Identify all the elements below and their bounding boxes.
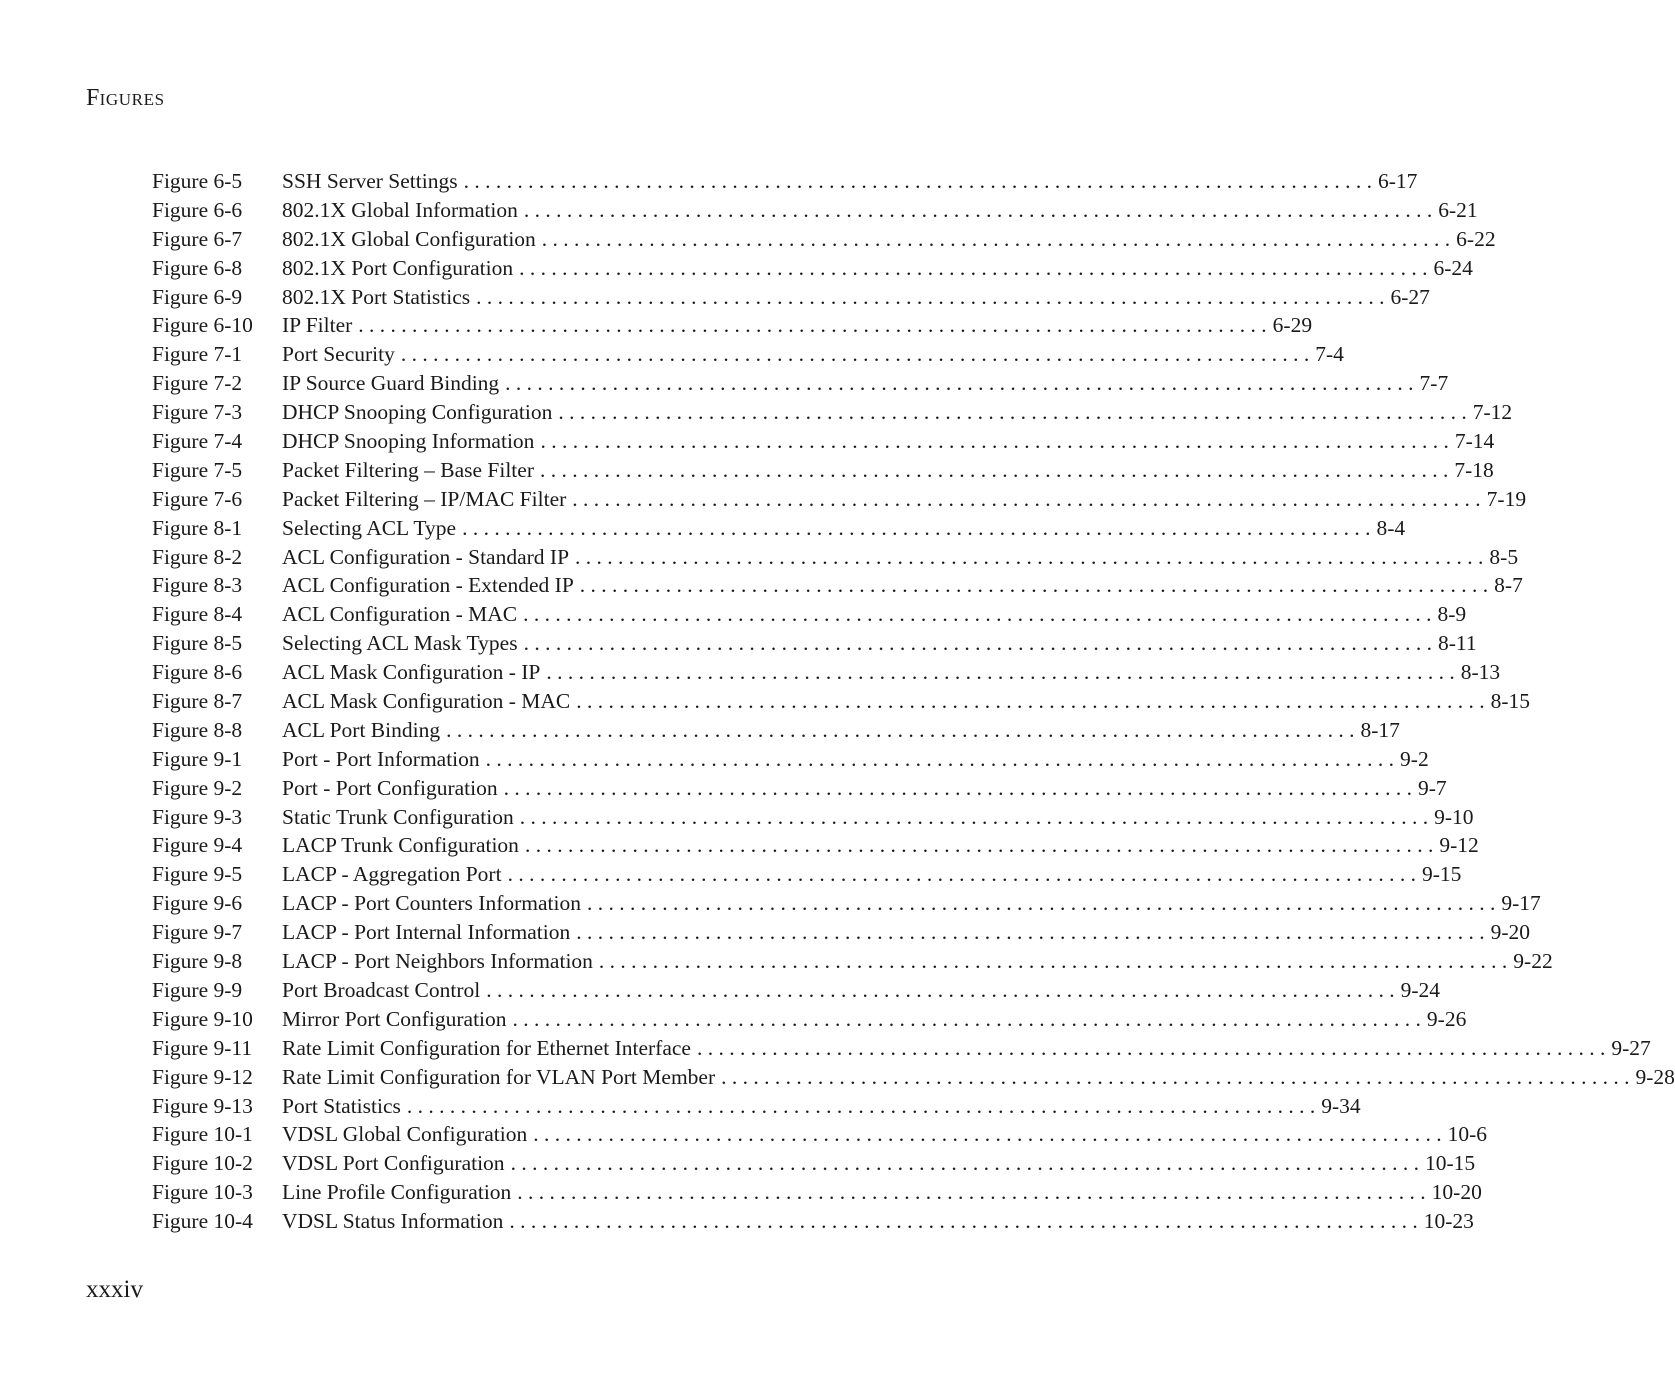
toc-entry[interactable]	[152, 514, 1406, 543]
figure-page-number: 9-27	[1611, 1035, 1651, 1060]
figure-title: Port - Port Information	[282, 746, 480, 771]
toc-entry[interactable]	[152, 745, 1429, 774]
figure-page-number: 9-10	[1434, 804, 1474, 829]
figure-page-number: 6-27	[1390, 284, 1430, 309]
figure-label: Figure 9-1	[152, 746, 243, 771]
figure-title: LACP - Aggregation Port	[282, 862, 502, 887]
figure-page-number: 9-12	[1439, 833, 1479, 858]
figure-page-number: 10-23	[1423, 1209, 1474, 1234]
figure-page-number: 8-17	[1360, 717, 1400, 742]
figure-title: 802.1X Port Statistics	[282, 284, 471, 309]
figure-label: Figure 7-1	[152, 342, 243, 367]
figure-title: LACP - Port Counters Information	[282, 891, 581, 916]
figure-title: Packet Filtering – Base Filter	[282, 457, 534, 482]
dot-leader	[576, 687, 1484, 716]
figure-label: Figure 7-2	[152, 371, 243, 396]
figure-label: Figure 7-5	[152, 457, 243, 482]
figure-title: ACL Configuration - Standard IP	[282, 544, 570, 569]
figure-label: Figure 9-9	[152, 977, 243, 1002]
figure-label: Figure 9-6	[152, 891, 243, 916]
toc-entry[interactable]	[152, 976, 1441, 1005]
figure-title: 802.1X Port Configuration	[282, 255, 514, 280]
toc-entry[interactable]	[152, 1005, 1467, 1034]
figure-page-number: 10-15	[1424, 1151, 1476, 1176]
figure-page-number: 8-9	[1437, 602, 1467, 627]
figure-title: VDSL Global Configuration	[282, 1122, 528, 1147]
figure-label: Figure 7-6	[152, 486, 243, 511]
figure-title: 802.1X Global Configuration	[282, 226, 536, 251]
figure-label: Figure 9-10	[152, 1006, 253, 1031]
figure-title: LACP - Port Internal Information	[282, 920, 571, 945]
figure-title: Port - Port Configuration	[282, 775, 498, 800]
figure-title: IP Source Guard Binding	[282, 371, 500, 396]
figure-page-number: 9-20	[1490, 920, 1530, 945]
dot-leader	[358, 311, 1266, 340]
toc-entry[interactable]	[152, 1207, 1474, 1236]
figure-label: Figure 8-1	[152, 515, 243, 540]
figure-page-number: 7-7	[1419, 371, 1449, 396]
figure-title: Rate Limit Configuration for VLAN Port Member	[282, 1064, 716, 1089]
figure-page-number: 9-28	[1635, 1064, 1675, 1089]
dot-leader	[505, 369, 1413, 398]
list-of-figures	[152, 167, 1675, 1236]
figure-page-number: 6-17	[1377, 169, 1418, 193]
figure-title: DHCP Snooping Information	[282, 429, 535, 454]
figure-title: Line Profile Configuration	[282, 1180, 512, 1205]
toc-entry[interactable]	[152, 1120, 1488, 1149]
toc-entry[interactable]	[152, 398, 1513, 427]
dot-leader	[513, 1005, 1421, 1034]
figure-title: ACL Configuration - Extended IP	[282, 573, 574, 598]
toc-entry[interactable]	[152, 629, 1477, 658]
figure-page-number: 9-26	[1426, 1006, 1467, 1031]
figure-label: Figure 9-3	[152, 804, 243, 829]
dot-leader	[542, 225, 1450, 254]
dot-leader	[524, 629, 1432, 658]
figure-label: Figure 9-8	[152, 949, 243, 974]
dot-leader	[462, 514, 1370, 543]
figure-page-number: 8-13	[1460, 660, 1501, 685]
figure-page-number: 9-15	[1421, 862, 1462, 887]
toc-entry[interactable]	[152, 1063, 1675, 1092]
figure-page-number: 9-34	[1321, 1093, 1361, 1118]
figure-page-number: 7-18	[1454, 457, 1494, 482]
toc-entry[interactable]	[152, 254, 1473, 283]
figure-label: Figure 6-9	[152, 284, 243, 309]
toc-entry[interactable]	[152, 600, 1467, 629]
dot-leader	[511, 1149, 1419, 1178]
running-header	[86, 82, 165, 116]
figure-title: Port Broadcast Control	[282, 977, 481, 1002]
toc-entry[interactable]	[152, 716, 1400, 745]
figure-title: LACP - Port Neighbors Information	[282, 949, 593, 974]
toc-entry[interactable]	[152, 1178, 1482, 1207]
figure-page-number: 10-6	[1447, 1122, 1488, 1147]
figure-label: Figure 9-13	[152, 1093, 253, 1118]
figure-title: Port Security	[282, 342, 395, 367]
toc-entry[interactable]	[152, 658, 1501, 687]
figure-label: Figure 8-6	[152, 660, 243, 685]
figure-page-number: 9-24	[1400, 977, 1441, 1002]
figure-title: Packet Filtering – IP/MAC Filter	[282, 486, 567, 511]
figure-label: Figure 9-12	[152, 1064, 253, 1089]
figure-label: Figure 7-4	[152, 429, 243, 454]
dot-leader	[540, 427, 1448, 456]
dot-leader	[524, 196, 1432, 225]
dot-leader	[517, 1178, 1425, 1207]
running-header-initial: F	[86, 85, 100, 111]
dot-leader	[576, 918, 1484, 947]
toc-entry[interactable]	[152, 1149, 1476, 1178]
dot-leader	[721, 1063, 1629, 1092]
dot-leader	[572, 485, 1480, 514]
toc-entry[interactable]	[152, 167, 1418, 196]
toc-entry[interactable]	[152, 860, 1462, 889]
figure-title: DHCP Snooping Configuration	[282, 400, 553, 425]
figure-title: Port Statistics	[282, 1093, 401, 1118]
figure-label: Figure 8-4	[152, 602, 243, 627]
figure-label: Figure 7-3	[152, 400, 243, 425]
dot-leader	[401, 340, 1309, 369]
dot-leader	[575, 543, 1483, 572]
figure-title: SSH Server Settings	[282, 169, 458, 193]
dot-leader	[540, 456, 1448, 485]
figure-page-number: 9-22	[1513, 949, 1553, 974]
toc-entry[interactable]	[152, 947, 1553, 976]
figure-title: ACL Mask Configuration - MAC	[282, 689, 571, 714]
figure-label: Figure 6-10	[152, 313, 253, 338]
figure-label: Figure 9-11	[152, 1035, 253, 1060]
toc-entry[interactable]	[152, 456, 1494, 485]
figure-title: ACL Port Binding	[282, 717, 441, 742]
figure-title: LACP Trunk Configuration	[282, 833, 519, 858]
toc-entry[interactable]	[152, 889, 1541, 918]
dot-leader	[520, 803, 1428, 832]
toc-entry[interactable]	[152, 571, 1523, 600]
toc-entry[interactable]	[152, 687, 1531, 716]
figure-page-number: 8-11	[1437, 631, 1477, 656]
figure-title: Mirror Port Configuration	[282, 1006, 507, 1031]
dot-leader	[558, 398, 1466, 427]
running-header-rest: IGURES	[99, 90, 165, 109]
figure-label: Figure 10-1	[152, 1122, 253, 1147]
dot-leader	[599, 947, 1507, 976]
toc-entry[interactable]	[152, 485, 1527, 514]
figure-label: Figure 10-2	[152, 1151, 253, 1176]
figure-label: Figure 8-5	[152, 631, 243, 656]
figure-page-number: 7-12	[1472, 400, 1513, 425]
figure-page-number: 9-7	[1417, 775, 1447, 800]
toc-entry[interactable]	[152, 803, 1474, 832]
dot-leader	[525, 831, 1433, 860]
dot-leader	[476, 283, 1384, 312]
toc-entry[interactable]	[152, 311, 1313, 340]
toc-entry[interactable]	[152, 831, 1479, 860]
figure-label: Figure 9-2	[152, 775, 243, 800]
dot-leader	[533, 1120, 1441, 1149]
toc-entry[interactable]	[152, 543, 1519, 572]
dot-leader	[464, 167, 1372, 196]
dot-leader	[580, 571, 1488, 600]
figure-page-number: 8-4	[1376, 515, 1406, 540]
figure-title: ACL Mask Configuration - IP	[282, 660, 541, 685]
toc-entry[interactable]	[152, 225, 1496, 254]
figure-page-number: 8-15	[1490, 689, 1531, 714]
figure-label: Figure 9-5	[152, 862, 243, 887]
figure-label: Figure 8-3	[152, 573, 243, 598]
figure-label: Figure 6-7	[152, 226, 243, 251]
toc-entry[interactable]	[152, 196, 1478, 225]
dot-leader	[523, 600, 1431, 629]
figure-page-number: 8-7	[1494, 573, 1523, 598]
figure-label: Figure 9-4	[152, 833, 243, 858]
figure-page-number: 6-24	[1433, 255, 1473, 280]
toc-entry[interactable]	[152, 774, 1447, 803]
dot-leader	[486, 745, 1394, 774]
dot-leader	[508, 860, 1416, 889]
toc-entry[interactable]	[152, 1092, 1361, 1121]
dot-leader	[407, 1092, 1315, 1121]
figure-title: 802.1X Global Information	[282, 197, 518, 222]
figure-label: Figure 9-7	[152, 920, 243, 945]
figure-title: VDSL Status Information	[282, 1209, 504, 1234]
figure-page-number: 8-5	[1489, 544, 1519, 569]
figure-page-number: 7-14	[1454, 429, 1495, 454]
figure-title: Static Trunk Configuration	[282, 804, 514, 829]
dot-leader	[446, 716, 1354, 745]
toc-entry[interactable]	[152, 918, 1530, 947]
figure-label: Figure 8-2	[152, 544, 243, 569]
figure-page-number: 7-19	[1486, 486, 1527, 511]
figure-page-number: 6-21	[1438, 197, 1478, 222]
dot-leader	[519, 254, 1427, 283]
figure-page-number: 7-4	[1315, 342, 1344, 367]
figure-title: Selecting ACL Type	[282, 515, 457, 540]
toc-entry[interactable]	[152, 340, 1344, 369]
figure-page-number: 10-20	[1431, 1180, 1482, 1205]
dot-leader	[509, 1207, 1417, 1236]
dot-leader	[546, 658, 1454, 687]
figure-page-number: 6-29	[1272, 313, 1313, 338]
dot-leader	[587, 889, 1495, 918]
page-number: xxxiv	[86, 1276, 143, 1303]
figure-label: Figure 8-7	[152, 689, 243, 714]
figure-label: Figure 6-6	[152, 197, 243, 222]
figure-label: Figure 10-3	[152, 1180, 253, 1205]
figure-title: VDSL Port Configuration	[282, 1151, 505, 1176]
figure-label: Figure 6-5	[152, 169, 243, 193]
toc-entry[interactable]	[152, 369, 1449, 398]
figure-page-number: 9-2	[1400, 746, 1429, 771]
figure-title: Rate Limit Configuration for Ethernet Interface	[282, 1035, 691, 1060]
figure-page-number: 6-22	[1456, 226, 1496, 251]
dot-leader	[504, 774, 1412, 803]
toc-entry[interactable]	[152, 427, 1495, 456]
figure-title: IP Filter	[282, 313, 353, 338]
figure-page-number: 9-17	[1501, 891, 1541, 916]
figure-label: Figure 10-4	[152, 1209, 253, 1234]
figure-title: Selecting ACL Mask Types	[282, 631, 518, 656]
dot-leader	[697, 1034, 1605, 1063]
dot-leader	[486, 976, 1394, 1005]
figure-title: ACL Configuration - MAC	[282, 602, 518, 627]
toc-entry[interactable]	[152, 283, 1430, 312]
figure-label: Figure 6-8	[152, 255, 243, 280]
toc-entry[interactable]	[152, 1034, 1651, 1063]
figure-label: Figure 8-8	[152, 717, 243, 742]
